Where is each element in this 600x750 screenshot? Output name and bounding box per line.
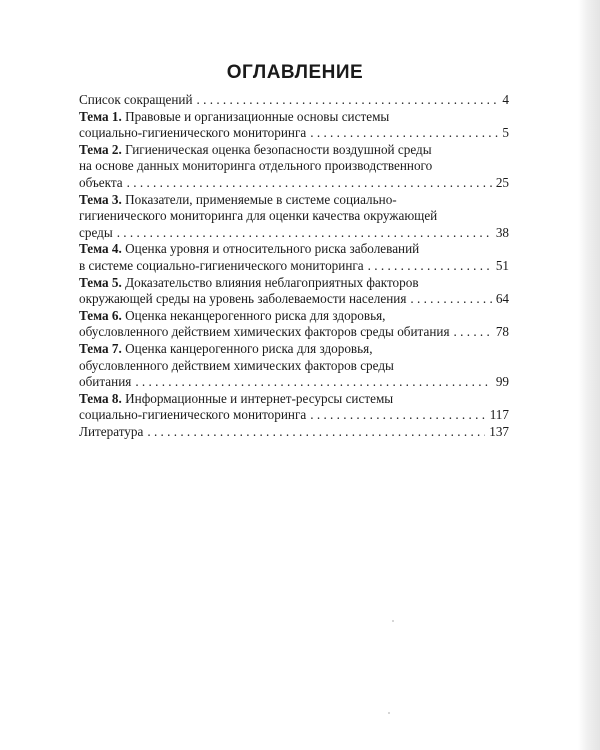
toc-leader-dots <box>310 407 485 424</box>
toc-page-number: 25 <box>495 174 509 190</box>
toc-entry-line <box>79 358 509 375</box>
toc-entry[interactable] <box>79 241 509 274</box>
table-of-contents <box>79 92 509 440</box>
toc-entry[interactable] <box>79 391 509 424</box>
toc-entry-line <box>79 308 509 325</box>
toc-entry-text: обусловленного действием химических факторов среды <box>79 357 394 373</box>
toc-page-number: 137 <box>489 423 509 439</box>
toc-entry-line <box>79 175 509 192</box>
toc-page-number: 5 <box>502 125 509 141</box>
toc-entry[interactable] <box>79 192 509 242</box>
toc-entry-text: гигиенического мониторинга для оценки качества окружающей <box>79 208 438 224</box>
toc-entry[interactable] <box>79 92 509 109</box>
toc-entry-line <box>79 341 509 358</box>
toc-leader-dots <box>117 225 492 242</box>
toc-entry-text: Показатели, применяемые в системе социально- <box>125 191 397 207</box>
toc-entry-text: среды <box>79 224 113 240</box>
toc-leader-dots <box>127 175 492 192</box>
toc-leader-dots <box>410 291 491 308</box>
toc-page-number: 78 <box>495 324 509 340</box>
toc-entry-text: объекта <box>79 174 123 190</box>
toc-entry-line <box>79 258 509 275</box>
toc-entry-line <box>79 225 509 242</box>
toc-entry-text: Правовые и организационные основы системы <box>125 108 390 124</box>
toc-entry-line <box>79 241 509 258</box>
toc-entry[interactable] <box>79 424 509 441</box>
toc-entry[interactable] <box>79 275 509 308</box>
toc-leader-dots <box>454 324 492 341</box>
toc-topic-number: Тема 8. <box>79 390 122 406</box>
toc-entry-text: Гигиеническая оценка безопасности воздушной среды <box>125 141 432 157</box>
toc-page-number: 38 <box>495 224 509 240</box>
toc-page-number: 117 <box>489 407 509 423</box>
toc-entry-line <box>79 374 509 391</box>
toc-entry-text: Список сокращений <box>79 92 193 107</box>
toc-leader-dots <box>368 258 492 275</box>
toc-entry-line <box>79 208 509 225</box>
toc-entry-text: Литература <box>79 423 144 439</box>
toc-leader-dots <box>310 125 498 142</box>
toc-topic-number: Тема 7. <box>79 340 122 356</box>
toc-topic-number: Тема 3. <box>79 191 122 207</box>
toc-page-number: 51 <box>495 257 509 273</box>
page-edge-shadow <box>578 0 600 750</box>
page-title: ОГЛАВЛЕНИЕ <box>226 62 364 83</box>
toc-leader-dots <box>135 374 491 391</box>
toc-page-number: 4 <box>502 92 509 107</box>
toc-entry-text: Оценка неканцерогенного риска для здоровья, <box>125 307 386 323</box>
toc-entry-line <box>79 142 509 159</box>
paper-speck <box>392 620 394 622</box>
toc-entry-line <box>79 391 509 408</box>
toc-page-number: 64 <box>495 291 509 307</box>
toc-entry-text: в системе социально-гигиенического мониторинга <box>79 257 364 273</box>
toc-entry[interactable] <box>79 142 509 192</box>
toc-topic-number: Тема 5. <box>79 274 122 290</box>
toc-entry-line <box>79 324 509 341</box>
toc-entry-line <box>79 109 509 126</box>
toc-entry-line <box>79 158 509 175</box>
toc-leader-dots <box>147 424 485 441</box>
toc-entry-line <box>79 92 509 109</box>
toc-topic-number: Тема 1. <box>79 108 122 124</box>
toc-entry-line <box>79 275 509 292</box>
toc-entry-text: социально-гигиенического мониторинга <box>79 125 307 141</box>
toc-entry-line <box>79 424 509 441</box>
toc-entry-text: обусловленного действием химических факторов среды обитания <box>79 324 450 340</box>
toc-entry-text: на основе данных мониторинга отдельного производственного <box>79 158 433 174</box>
toc-entry[interactable] <box>79 109 509 142</box>
toc-entry-text: Информационные и интернет-ресурсы системы <box>125 390 394 406</box>
toc-entry-line <box>79 291 509 308</box>
toc-entry-line <box>79 192 509 209</box>
toc-entry-line <box>79 407 509 424</box>
toc-entry-text: Доказательство влияния неблагоприятных факторов <box>125 274 419 290</box>
toc-entry-line <box>79 125 509 142</box>
toc-entry-text: Оценка канцерогенного риска для здоровья, <box>125 340 373 356</box>
paper-speck <box>388 712 390 714</box>
toc-page-number: 99 <box>495 374 509 390</box>
toc-entry-text: обитания <box>79 374 132 390</box>
toc-entry-text: окружающей среды на уровень заболеваемости населения <box>79 291 407 307</box>
toc-topic-number: Тема 4. <box>79 241 122 257</box>
toc-entry[interactable] <box>79 308 509 341</box>
toc-topic-number: Тема 6. <box>79 307 122 323</box>
toc-leader-dots <box>197 92 499 109</box>
toc-entry-text: социально-гигиенического мониторинга <box>79 407 307 423</box>
toc-entry[interactable] <box>79 341 509 391</box>
toc-topic-number: Тема 2. <box>79 141 122 157</box>
toc-entry-text: Оценка уровня и относительного риска заболеваний <box>125 241 420 257</box>
